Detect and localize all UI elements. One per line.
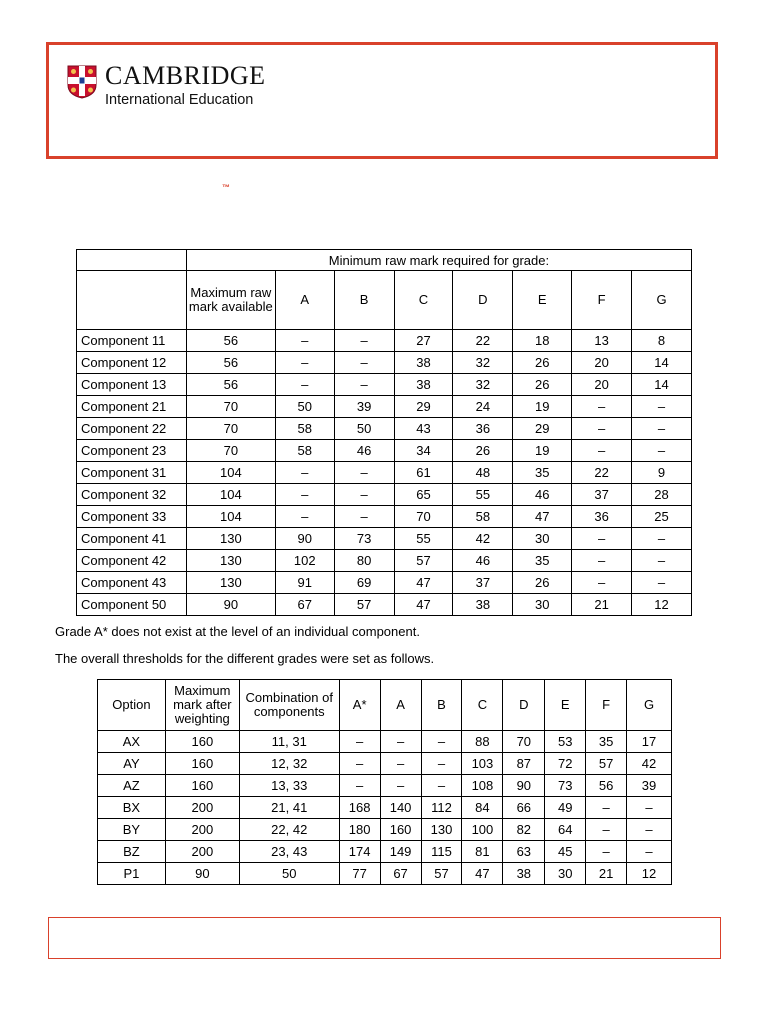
- grade-mark-cell: 29: [394, 396, 453, 418]
- overall-table-body: [98, 731, 672, 885]
- grade-mark-cell: 67: [275, 594, 334, 616]
- grade-mark-cell: –: [627, 797, 672, 819]
- max-weighted-cell: 200: [165, 797, 239, 819]
- max-mark-cell: 90: [186, 594, 275, 616]
- component-label: Component 41: [77, 528, 187, 550]
- component-label: Component 50: [77, 594, 187, 616]
- grade-mark-cell: –: [334, 352, 394, 374]
- grade-mark-cell: 46: [334, 440, 394, 462]
- grade-mark-cell: 42: [453, 528, 513, 550]
- grade-mark-cell: 47: [462, 863, 503, 885]
- grade-mark-cell: 35: [513, 462, 572, 484]
- table-row: [77, 374, 692, 396]
- grade-mark-cell: 37: [453, 572, 513, 594]
- table-row: [77, 352, 692, 374]
- grade-header: C: [394, 271, 453, 330]
- grade-mark-cell: 57: [421, 863, 462, 885]
- grade-header: D: [453, 271, 513, 330]
- grade-mark-cell: 39: [334, 396, 394, 418]
- grade-header: C: [462, 680, 503, 731]
- combination-cell: 13, 33: [239, 775, 339, 797]
- grade-header: A*: [339, 680, 380, 731]
- grade-mark-cell: 38: [394, 374, 453, 396]
- grade-mark-cell: 36: [572, 506, 632, 528]
- grade-mark-cell: –: [334, 462, 394, 484]
- grade-mark-cell: –: [275, 506, 334, 528]
- grade-mark-cell: 103: [462, 753, 503, 775]
- grade-mark-cell: 80: [334, 550, 394, 572]
- combination-cell: 23, 43: [239, 841, 339, 863]
- grade-mark-cell: –: [572, 418, 632, 440]
- max-mark-cell: 56: [186, 374, 275, 396]
- grade-mark-cell: –: [334, 484, 394, 506]
- grade-mark-cell: 73: [545, 775, 586, 797]
- table-row: [77, 572, 692, 594]
- grade-mark-cell: 102: [275, 550, 334, 572]
- grade-mark-cell: 38: [453, 594, 513, 616]
- grade-mark-cell: 35: [586, 731, 627, 753]
- grade-mark-cell: 26: [513, 572, 572, 594]
- max-mark-cell: 130: [186, 550, 275, 572]
- max-mark-cell: 104: [186, 506, 275, 528]
- grade-mark-cell: 26: [513, 374, 572, 396]
- grade-header: D: [503, 680, 545, 731]
- max-mark-cell: 56: [186, 352, 275, 374]
- grade-mark-cell: –: [380, 753, 421, 775]
- grade-mark-cell: –: [586, 819, 627, 841]
- grade-mark-cell: –: [275, 484, 334, 506]
- grade-mark-cell: 22: [453, 330, 513, 352]
- grade-mark-cell: 14: [632, 352, 692, 374]
- group-header: Minimum raw mark required for grade:: [186, 250, 691, 271]
- grade-mark-cell: 19: [513, 440, 572, 462]
- grade-mark-cell: 21: [586, 863, 627, 885]
- grade-mark-cell: 43: [394, 418, 453, 440]
- max-weighted-cell: 200: [165, 819, 239, 841]
- grade-mark-cell: 34: [394, 440, 453, 462]
- grade-mark-cell: 81: [462, 841, 503, 863]
- grade-mark-cell: 55: [453, 484, 513, 506]
- grade-mark-cell: 32: [453, 352, 513, 374]
- component-thresholds-table: [76, 249, 692, 616]
- grade-mark-cell: 130: [421, 819, 462, 841]
- max-mark-cell: 104: [186, 484, 275, 506]
- grade-mark-cell: 30: [513, 594, 572, 616]
- component-label: Component 21: [77, 396, 187, 418]
- grade-mark-cell: 70: [503, 731, 545, 753]
- overall-note: The overall thresholds for the different grades were set as follows.: [55, 651, 435, 666]
- grade-mark-cell: 66: [503, 797, 545, 819]
- component-label: Component 31: [77, 462, 187, 484]
- grade-mark-cell: 57: [586, 753, 627, 775]
- grade-mark-cell: 53: [545, 731, 586, 753]
- component-label: Component 43: [77, 572, 187, 594]
- grade-mark-cell: 73: [334, 528, 394, 550]
- grade-mark-cell: 47: [394, 572, 453, 594]
- grade-mark-cell: 174: [339, 841, 380, 863]
- grade-mark-cell: 82: [503, 819, 545, 841]
- grade-mark-cell: –: [632, 550, 692, 572]
- grade-mark-cell: 168: [339, 797, 380, 819]
- grade-mark-cell: 84: [462, 797, 503, 819]
- grade-mark-cell: 20: [572, 374, 632, 396]
- grade-header: G: [627, 680, 672, 731]
- grade-mark-cell: 47: [513, 506, 572, 528]
- grade-mark-cell: –: [632, 396, 692, 418]
- grade-mark-cell: –: [334, 374, 394, 396]
- option-header: Option: [98, 680, 166, 731]
- grade-mark-cell: 50: [275, 396, 334, 418]
- grade-mark-cell: –: [380, 731, 421, 753]
- blank-header-cell: [77, 271, 187, 330]
- grade-mark-cell: 67: [380, 863, 421, 885]
- grade-mark-cell: –: [572, 528, 632, 550]
- table-row: [98, 841, 672, 863]
- grade-mark-cell: 35: [513, 550, 572, 572]
- max-mark-cell: 104: [186, 462, 275, 484]
- option-cell: AY: [98, 753, 166, 775]
- grade-mark-cell: 46: [513, 484, 572, 506]
- option-cell: BY: [98, 819, 166, 841]
- max-mark-cell: 70: [186, 418, 275, 440]
- grade-mark-cell: –: [339, 775, 380, 797]
- grade-mark-cell: 50: [334, 418, 394, 440]
- grade-mark-cell: –: [632, 440, 692, 462]
- grade-mark-cell: –: [586, 797, 627, 819]
- grade-header: E: [545, 680, 586, 731]
- header-box: [46, 42, 718, 159]
- grade-mark-cell: 30: [545, 863, 586, 885]
- table-row: [98, 753, 672, 775]
- max-mark-cell: 130: [186, 572, 275, 594]
- grade-mark-cell: 37: [572, 484, 632, 506]
- combination-cell: 11, 31: [239, 731, 339, 753]
- combination-cell: 50: [239, 863, 339, 885]
- option-cell: BX: [98, 797, 166, 819]
- grade-mark-cell: 91: [275, 572, 334, 594]
- grade-mark-cell: 160: [380, 819, 421, 841]
- grade-mark-cell: 12: [632, 594, 692, 616]
- table-row: [98, 731, 672, 753]
- table-row: [98, 775, 672, 797]
- grade-mark-cell: 39: [627, 775, 672, 797]
- grade-mark-cell: 55: [394, 528, 453, 550]
- grade-mark-cell: –: [627, 819, 672, 841]
- cambridge-logo: [67, 63, 266, 109]
- table-row: [77, 484, 692, 506]
- grade-mark-cell: 25: [632, 506, 692, 528]
- table-row: [77, 506, 692, 528]
- max-weighted-cell: 90: [165, 863, 239, 885]
- component-label: Component 32: [77, 484, 187, 506]
- brand-name: CAMBRIDGE: [105, 61, 266, 90]
- grade-mark-cell: 115: [421, 841, 462, 863]
- cambridge-crest-icon: [67, 65, 97, 99]
- grade-mark-cell: –: [275, 330, 334, 352]
- grade-mark-cell: 9: [632, 462, 692, 484]
- grade-header: F: [586, 680, 627, 731]
- grade-header: B: [421, 680, 462, 731]
- grade-header: B: [334, 271, 394, 330]
- grade-mark-cell: 17: [627, 731, 672, 753]
- a-star-note: Grade A* does not exist at the level of an individual component.: [55, 624, 420, 639]
- max-weighted-header: Maximum mark after weighting: [165, 680, 239, 731]
- brand-subtitle: International Education: [105, 92, 254, 108]
- component-label: Component 13: [77, 374, 187, 396]
- grade-mark-cell: 88: [462, 731, 503, 753]
- grade-mark-cell: 100: [462, 819, 503, 841]
- grade-mark-cell: 20: [572, 352, 632, 374]
- grade-mark-cell: –: [632, 572, 692, 594]
- trademark-symbol: ™: [222, 183, 230, 192]
- grade-mark-cell: –: [421, 753, 462, 775]
- grade-mark-cell: 63: [503, 841, 545, 863]
- option-cell: P1: [98, 863, 166, 885]
- grade-mark-cell: 72: [545, 753, 586, 775]
- grade-mark-cell: 87: [503, 753, 545, 775]
- grade-mark-cell: –: [339, 731, 380, 753]
- grade-mark-cell: –: [334, 506, 394, 528]
- grade-mark-cell: 38: [394, 352, 453, 374]
- blank-header-cell: [77, 250, 187, 271]
- table-row: [77, 528, 692, 550]
- component-label: Component 23: [77, 440, 187, 462]
- grade-mark-cell: 29: [513, 418, 572, 440]
- grade-mark-cell: 32: [453, 374, 513, 396]
- grade-mark-cell: 57: [334, 594, 394, 616]
- grade-mark-cell: 57: [394, 550, 453, 572]
- grade-mark-cell: 36: [453, 418, 513, 440]
- grade-mark-cell: 12: [627, 863, 672, 885]
- grade-mark-cell: 180: [339, 819, 380, 841]
- grade-mark-cell: 38: [503, 863, 545, 885]
- grade-mark-cell: 149: [380, 841, 421, 863]
- grade-mark-cell: 64: [545, 819, 586, 841]
- grade-mark-cell: –: [275, 374, 334, 396]
- grade-mark-cell: 49: [545, 797, 586, 819]
- grade-mark-cell: 18: [513, 330, 572, 352]
- grade-header: E: [513, 271, 572, 330]
- table-row: [98, 797, 672, 819]
- option-cell: AZ: [98, 775, 166, 797]
- grade-mark-cell: 61: [394, 462, 453, 484]
- grade-mark-cell: 26: [453, 440, 513, 462]
- grade-mark-cell: 58: [275, 440, 334, 462]
- component-label: Component 12: [77, 352, 187, 374]
- grade-mark-cell: –: [334, 330, 394, 352]
- grade-mark-cell: –: [572, 440, 632, 462]
- grade-mark-cell: –: [572, 572, 632, 594]
- grade-mark-cell: 48: [453, 462, 513, 484]
- table-row: [77, 418, 692, 440]
- grade-mark-cell: 21: [572, 594, 632, 616]
- max-weighted-cell: 160: [165, 775, 239, 797]
- max-mark-cell: 130: [186, 528, 275, 550]
- grade-mark-cell: 27: [394, 330, 453, 352]
- grade-mark-cell: –: [275, 352, 334, 374]
- max-mark-cell: 70: [186, 440, 275, 462]
- grade-mark-cell: 90: [503, 775, 545, 797]
- grade-mark-cell: 56: [586, 775, 627, 797]
- grade-mark-cell: 58: [453, 506, 513, 528]
- option-cell: BZ: [98, 841, 166, 863]
- grade-mark-cell: –: [572, 396, 632, 418]
- grade-header: F: [572, 271, 632, 330]
- table-row: [77, 440, 692, 462]
- grade-mark-cell: 42: [627, 753, 672, 775]
- grade-mark-cell: 24: [453, 396, 513, 418]
- grade-mark-cell: –: [632, 528, 692, 550]
- table-row: [77, 462, 692, 484]
- grade-mark-cell: 65: [394, 484, 453, 506]
- component-table-body: [77, 330, 692, 616]
- grade-mark-cell: –: [586, 841, 627, 863]
- grade-header: G: [632, 271, 692, 330]
- grade-mark-cell: 22: [572, 462, 632, 484]
- grade-mark-cell: –: [380, 775, 421, 797]
- combination-cell: 22, 42: [239, 819, 339, 841]
- grade-mark-cell: 26: [513, 352, 572, 374]
- component-label: Component 11: [77, 330, 187, 352]
- grade-mark-cell: 13: [572, 330, 632, 352]
- grade-mark-cell: –: [632, 418, 692, 440]
- grade-mark-cell: 70: [394, 506, 453, 528]
- grade-mark-cell: 19: [513, 396, 572, 418]
- component-label: Component 33: [77, 506, 187, 528]
- table-row: [77, 594, 692, 616]
- grade-mark-cell: 14: [632, 374, 692, 396]
- max-weighted-cell: 200: [165, 841, 239, 863]
- max-mark-cell: 70: [186, 396, 275, 418]
- table-row: [98, 819, 672, 841]
- table-row: [77, 550, 692, 572]
- table-row: [77, 396, 692, 418]
- max-mark-cell: 56: [186, 330, 275, 352]
- grade-mark-cell: 8: [632, 330, 692, 352]
- grade-mark-cell: 69: [334, 572, 394, 594]
- combination-cell: 21, 41: [239, 797, 339, 819]
- grade-mark-cell: 30: [513, 528, 572, 550]
- grade-mark-cell: 47: [394, 594, 453, 616]
- max-weighted-cell: 160: [165, 753, 239, 775]
- overall-thresholds-table: [97, 679, 672, 885]
- grade-mark-cell: 28: [632, 484, 692, 506]
- grade-mark-cell: 112: [421, 797, 462, 819]
- grade-mark-cell: 140: [380, 797, 421, 819]
- grade-mark-cell: 77: [339, 863, 380, 885]
- grade-mark-cell: –: [339, 753, 380, 775]
- grade-mark-cell: 45: [545, 841, 586, 863]
- grade-mark-cell: –: [421, 775, 462, 797]
- component-label: Component 42: [77, 550, 187, 572]
- grade-mark-cell: –: [572, 550, 632, 572]
- footer-box: [48, 917, 721, 959]
- combination-cell: 12, 32: [239, 753, 339, 775]
- option-cell: AX: [98, 731, 166, 753]
- component-label: Component 22: [77, 418, 187, 440]
- grade-header: A: [380, 680, 421, 731]
- grade-mark-cell: 90: [275, 528, 334, 550]
- max-mark-header: Maximum raw mark available: [186, 271, 275, 330]
- grade-mark-cell: 46: [453, 550, 513, 572]
- combination-header: Combination of components: [239, 680, 339, 731]
- grade-mark-cell: –: [421, 731, 462, 753]
- max-weighted-cell: 160: [165, 731, 239, 753]
- grade-mark-cell: –: [275, 462, 334, 484]
- grade-mark-cell: –: [627, 841, 672, 863]
- grade-header: A: [275, 271, 334, 330]
- grade-mark-cell: 58: [275, 418, 334, 440]
- table-row: [77, 330, 692, 352]
- grade-mark-cell: 108: [462, 775, 503, 797]
- table-row: [98, 863, 672, 885]
